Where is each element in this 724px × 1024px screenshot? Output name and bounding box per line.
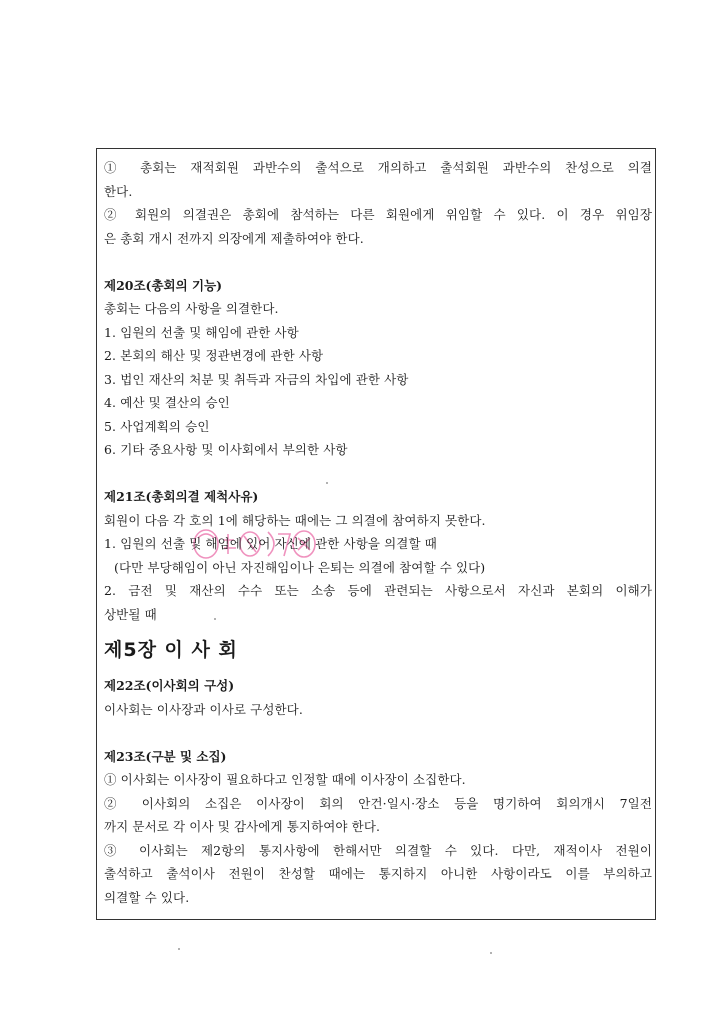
article-20-title: 제20조(총회의 기능) [104,277,223,293]
article-21-title: 제21조(총회의결 제척사유) [104,489,259,504]
article-21-line: 상반될 때 [104,606,157,622]
scan-speck [178,948,180,950]
article-23-line: 출석하고 출석이사 전원이 찬성할 때에는 통지하지 아니한 사항이라도 이를 부의하고 [104,866,652,881]
scan-speck [490,952,492,954]
spacer [104,462,652,486]
article-23-line: ② 이사회의 소집은 이사장이 회의 안건·일시·장소 등을 명기하여 회의개시 7일전 [104,795,652,811]
chapter-5-title: 제5장 이 사 회 [104,639,238,661]
article-23-line: 까지 문서로 각 이사 및 감사에게 통지하여야 한다. [104,819,381,834]
article-22-line: 이사회는 이사장과 이사로 구성한다. [104,701,303,717]
article-20-line: 6. 기타 중요사항 및 이사회에서 부의한 사항 [104,442,348,457]
article-23-line: ① 이사회는 이사장이 필요하다고 인정할 때에 이사장이 소집한다. [104,772,466,787]
article-20-line: 3. 법인 재산의 처분 및 취득과 자금의 차입에 관한 사항 [104,371,409,387]
article-20-line: 2. 본회의 해산 및 정관변경에 관한 사항 [104,348,324,363]
article-20-line: 총회는 다음의 사항을 의결한다. [104,301,279,316]
spacer [104,250,652,274]
article-23-line: ③ 이사회는 제2항의 통지사항에 한해서만 의결할 수 있다. 다만, 재적이사 전원이 [104,842,652,858]
article-21-line: 회원이 다음 각 호의 1에 해당하는 때에는 그 의결에 참여하지 못한다. [104,512,486,528]
article-22-title: 제22조(이사회의 구성) [104,678,235,693]
paragraph-line: ① 총회는 재적회원 과반수의 출석으로 개의하고 출석회원 과반수의 찬성으로 의결 [104,160,652,175]
spacer [104,721,652,745]
article-20-line: 1. 임원의 선출 및 해임에 관한 사항 [104,324,299,340]
article-21-line: 1. 임원의 선출 및 해임에 있어 자신에 관한 사항을 의결할 때 [104,536,437,551]
article-20-line: 4. 예산 및 결산의 승인 [104,395,230,410]
paragraph-line: ② 회원의 의결권은 총회에 참석하는 다른 회원에게 위임할 수 있다. 이 경우 위임장 [104,207,652,222]
article-21-line: (다만 부당해임이 아닌 자진해임이나 은퇴는 의결에 참여할 수 있다) [114,559,486,575]
article-23-line: 의결할 수 있다. [104,889,190,905]
paragraph-line: 은 총회 개시 전까지 의장에게 제출하여야 한다. [104,230,364,246]
paragraph-line: 한다. [104,183,133,199]
article-20-line: 5. 사업계획의 승인 [104,418,210,434]
article-23-title: 제23조(구분 및 소집) [104,748,227,764]
document-body [104,156,652,909]
article-21-line: 2. 금전 및 재산의 수수 또는 소송 등에 관련되는 사항으로서 자신과 본회의 이해가 [104,583,652,598]
